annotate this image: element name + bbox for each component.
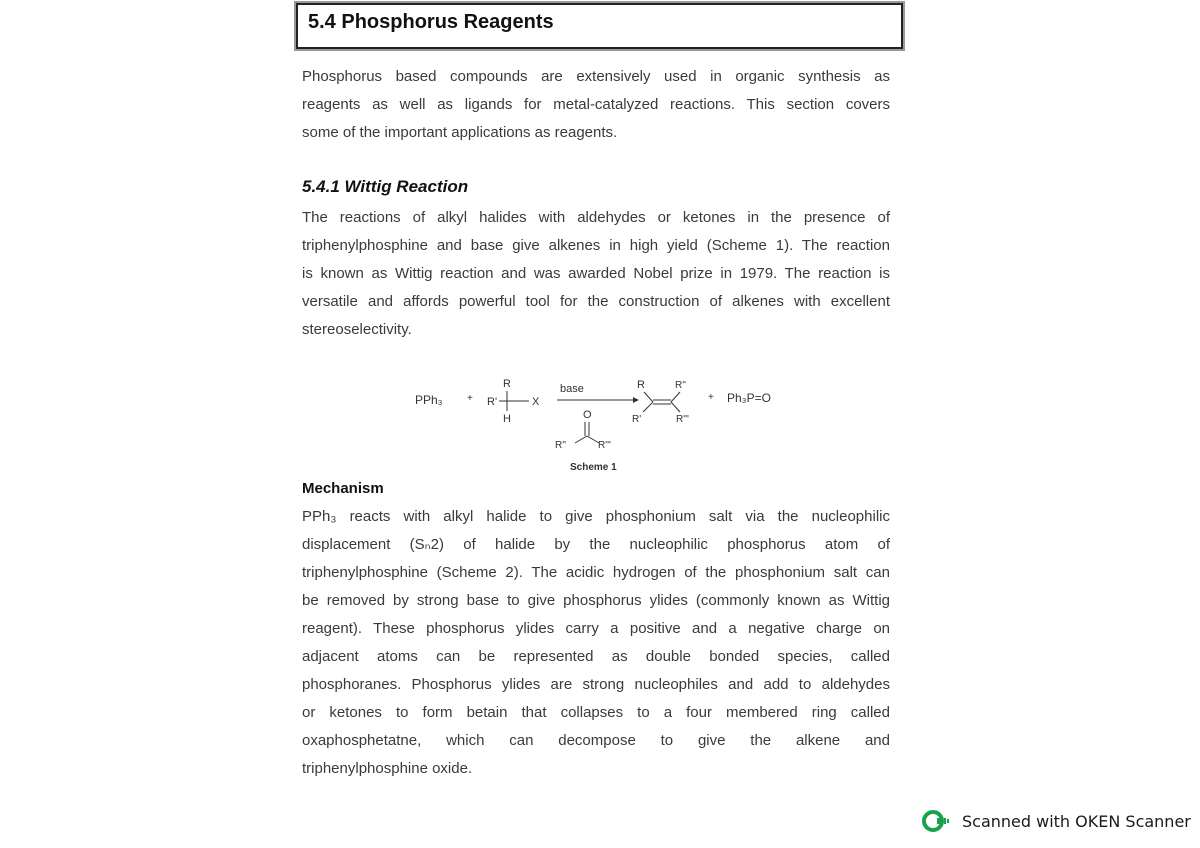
plus-sign: +	[708, 392, 714, 403]
bond	[644, 392, 653, 402]
product-r-prime: R'	[632, 414, 642, 425]
bond	[671, 402, 680, 412]
bond	[643, 402, 653, 412]
mechanism-heading: Mechanism	[302, 480, 384, 497]
text-line: displacement (Sₙ2) of halide by the nucleophilic phosphorus atom of	[302, 536, 890, 553]
text-line: Phosphorus based compounds are extensively used in organic synthesis as	[302, 68, 890, 85]
scanner-logo-icon	[922, 809, 950, 833]
bond	[671, 392, 680, 402]
text-line: versatile and affords powerful tool for the construction of alkenes with excellent	[302, 293, 890, 310]
text-line: oxaphosphetatne, which can decompose to give the alkene and	[302, 732, 890, 749]
reaction-scheme-drawing	[405, 370, 795, 480]
product-r: R	[637, 379, 645, 391]
bond	[575, 436, 587, 443]
reaction-scheme	[405, 370, 795, 480]
text-line: The reactions of alkyl halides with aldehydes or ketones in the presence of	[302, 209, 890, 226]
arrow-head	[633, 397, 639, 403]
text-line: triphenylphosphine (Scheme 2). The acidic hydrogen of the phosphonium salt can	[302, 564, 890, 581]
text-line: triphenylphosphine oxide.	[302, 760, 473, 777]
carbonyl-r3: R'''	[598, 440, 611, 451]
wittig-paragraph	[302, 204, 890, 344]
text-line: triphenylphosphine and base give alkenes in high yield (Scheme 1). The reaction	[302, 237, 890, 254]
halide-r-prime: R'	[487, 396, 498, 408]
product-r2: R''	[675, 380, 687, 391]
text-line: PPh₃ reacts with alkyl halide to give phosphonium salt via the nucleophilic	[302, 508, 890, 525]
halide-x: X	[532, 396, 540, 408]
halide-h: H	[503, 413, 511, 425]
reagent-pph3: PPh₃	[415, 393, 443, 407]
scanner-watermark	[922, 808, 1191, 834]
text-line: is known as Wittig reaction and was awarded Nobel prize in 1979. The reaction is	[302, 265, 890, 282]
carbonyl-o: O	[583, 409, 592, 421]
carbonyl-r2: R''	[555, 440, 567, 451]
text-line: some of the important applications as reagents.	[302, 124, 618, 141]
text-line: stereoselectivity.	[302, 321, 412, 338]
section-title: 5.4 Phosphorus Reagents	[308, 11, 554, 33]
scheme-caption: Scheme 1	[570, 462, 617, 473]
text-line: adjacent atoms can be represented as double bonded species, called	[302, 648, 890, 665]
byproduct: Ph₃P=O	[727, 391, 771, 405]
mechanism-paragraph	[302, 503, 890, 783]
subsection-heading: 5.4.1 Wittig Reaction	[302, 177, 469, 196]
text-line: reagents as well as ligands for metal-catalyzed reactions. This section covers	[302, 96, 890, 113]
scanner-watermark-text: Scanned with OKEN Scanner	[962, 811, 1191, 831]
text-line: or ketones to form betain that collapses to a four membered ring called	[302, 704, 890, 721]
text-line: be removed by strong base to give phosphorus ylides (commonly known as Wittig	[302, 592, 890, 609]
halide-r: R	[503, 378, 511, 390]
section-title-box	[296, 3, 903, 49]
text-line: phosphoranes. Phosphorus ylides are strong nucleophiles and add to aldehydes	[302, 676, 890, 693]
arrow-label: base	[560, 383, 584, 395]
product-r3: R'''	[676, 414, 689, 425]
text-line: reagent). These phosphorus ylides carry a positive and a negative charge on	[302, 620, 890, 637]
intro-paragraph	[302, 63, 890, 147]
plus-sign: +	[467, 393, 473, 404]
